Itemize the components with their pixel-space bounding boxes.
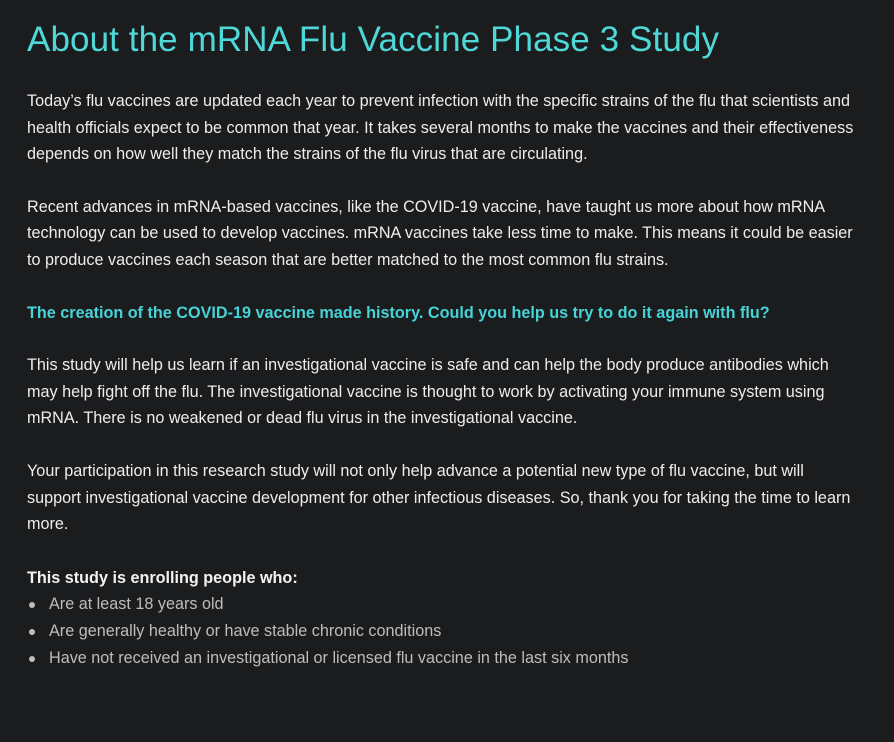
criteria-item-label: Have not received an investigational or licensed flu vaccine in the last six months — [49, 648, 629, 667]
criteria-item-health — [27, 618, 854, 645]
participation-paragraph: Your participation in this research study will not only help advance a potential new type of flu vaccine, but will support investigational vaccine development for other infectious diseases. So, thank you for taking the time to learn more. — [27, 461, 851, 534]
highlight-callout: The creation of the COVID-19 vaccine made history. Could you help us try to do it again with flu? — [27, 303, 770, 322]
page-title: About the mRNA Flu Vaccine Phase 3 Study — [27, 20, 720, 59]
mrna-advances-paragraph: Recent advances in mRNA-based vaccines, like the COVID-19 vaccine, have taught us more about how mRNA technology can be used to develop vaccines. mRNA vaccines take less time to make. This means it could be easier to produce vaccines each season that are better matched to the most common flu strains. — [27, 197, 853, 269]
criteria-item-vaccine — [27, 645, 854, 672]
intro-paragraph: Today’s flu vaccines are updated each year to prevent infection with the specific strains of the flu that scientists and health officials expect to be common that year. It takes several months to make the vaccines and their effectiveness depends on how well they match the strains of the flu virus that are circulating. — [27, 92, 854, 164]
enrollment-criteria-list — [27, 591, 854, 671]
criteria-item-label: Are at least 18 years old — [49, 595, 224, 614]
bullet-icon — [29, 629, 35, 635]
study-purpose-paragraph: This study will help us learn if an investigational vaccine is safe and can help the body produce antibodies which may help fight off the flu. The investigational vaccine is thought to work by activating your immune system using mRNA. There is no weakened or dead flu virus in the investigational vaccine. — [27, 356, 829, 428]
enrollment-heading: This study is enrolling people who: — [27, 568, 298, 587]
criteria-item-label: Are generally healthy or have stable chronic conditions — [49, 621, 442, 640]
criteria-item-age — [27, 591, 854, 618]
bullet-icon — [29, 656, 35, 662]
bullet-icon — [29, 602, 35, 608]
